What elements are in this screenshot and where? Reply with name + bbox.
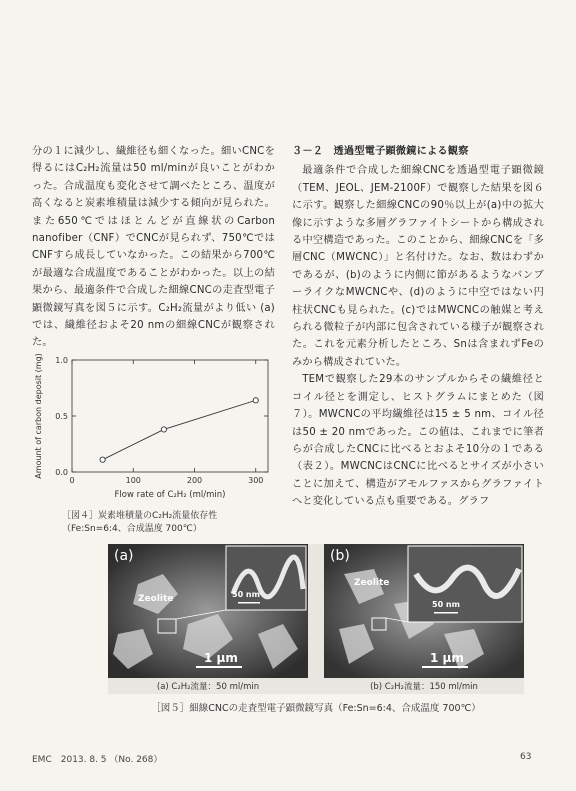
chart-ticks: [55, 356, 268, 485]
sem-a-inset-scale: 50 nm: [232, 590, 260, 599]
sem-a-main-scale: 1 μm: [204, 651, 238, 665]
sem-b-label: (b): [330, 548, 350, 564]
figure-4-caption-line2: （Fe:Sn=6:4、合成温度 700℃）: [62, 524, 202, 534]
plot-area-frame: [72, 360, 268, 472]
right-column: [292, 143, 544, 511]
data-point: [161, 427, 166, 432]
y-tick-label: 1.0: [55, 356, 68, 365]
figure-4-caption-line1: ［図４］炭素堆積量のC₂H₂流量依存性: [62, 511, 218, 521]
carbon-deposit-chart: [32, 352, 276, 502]
sem-b-caption: (b) C₂H₂流量：150 ml/min: [370, 682, 478, 692]
y-tick-label: 0.0: [55, 468, 68, 477]
chart-xlabel: Flow rate of C₂H₂ (ml/min): [114, 490, 226, 500]
sem-image-b: [324, 544, 524, 678]
y-tick-label: 0.5: [55, 412, 68, 421]
x-tick-label: 100: [125, 476, 141, 485]
data-point: [100, 457, 105, 462]
sem-b-main-scale: 1 μm: [430, 651, 464, 665]
chart-ylabel: Amount of carbon deposit (mg): [34, 353, 43, 479]
sem-a-label: (a): [114, 548, 134, 564]
chart-frame: [72, 360, 268, 472]
sem-texture-b: [324, 544, 524, 678]
right-paragraph-1: 最適条件で合成した細線CNCを透過型電子顕微鏡（TEM、JEOL、JEM-2100F）で観察した結果を図６に示す。観察した細線CNCの90％以上が(a)中の拡大像に示すような多層グラファイトシートから構成される中空構造であった。このことから、細線CNCを「多層CNC（MWCNC）」と名付けた。なお、数はわずかであるが、(b)のように内側に節があるようなバンブーライクなMWCNCや、(d)のように中空ではない円柱状CNCも見られた。(c)ではMWCNCの触媒と考えられる微粒子が内部に包含されている様子が観察された。これを元素分析したところ、Snは含まれずFeのみから構成されていた。: [292, 165, 544, 368]
figure-5-panel: [108, 544, 524, 694]
footer-journal: EMC 2013. 8. 5 （No. 268）: [32, 755, 163, 765]
sem-b-inset-scale: 50 nm: [432, 600, 460, 609]
right-paragraph-2: TEMで観察した29本のサンプルからその繊維径とコイル径とを測定し、ヒストグラムにまとめた（図７）。MWCNCの平均繊維径は15 ± 5 nm、コイル径は50 ± 20 nmであった。この値は、これまでに筆者らが合成したCNCに比べるとおよそ10分の１である（表２）。MWCNCはCNCに比べるとサイズが小さいことに加えて、構造がアモルファスからグラファイトへと変化している点も重要である。グラフ: [292, 374, 544, 508]
left-column: [32, 143, 275, 352]
data-point: [253, 398, 258, 403]
sem-image-a: [108, 544, 308, 678]
x-tick-label: 0: [69, 476, 75, 485]
x-tick-label: 300: [248, 476, 264, 485]
sem-a-caption: (a) C₂H₂流量：50 ml/min: [156, 682, 260, 692]
x-tick-label: 200: [186, 476, 203, 485]
left-paragraph: 分の１に減少し、繊維径も細くなった。細いCNCを得るにはC₂H₂流量は50 ml/minが良いことがわかった。合成温度も変化させて調べたところ、温度が高くなると炭素堆積量は減少する傾向が見られた。また650℃ではほとんどが直線状のCarbon nanofiber（CNF）でCNCが見られず、750℃ではCNFすら成長していなかった。この結果から700℃が最適な合成温度であることがわかった。以上の結果から、最適条件で合成した細線CNCの走査型電子顕微鏡写真を図５に示す。C₂H₂流量がより低い (a) では、繊維径およそ20 nmの細線CNCが観察された。: [32, 146, 275, 349]
figure-5-caption: ［図５］細線CNCの走査型電子顕微鏡写真（Fe:Sn=6:4、合成温度 700℃）: [151, 703, 481, 714]
section-heading: ３－２ 透過型電子顕微鏡による観察: [292, 146, 469, 157]
page-number: 63: [520, 752, 532, 762]
series-line: [103, 400, 256, 459]
sem-b-zeolite-label: Zeolite: [354, 578, 390, 588]
chart-series: [100, 398, 258, 463]
sem-a-zeolite-label: Zeolite: [138, 594, 174, 604]
figure-4-caption: [62, 510, 217, 536]
